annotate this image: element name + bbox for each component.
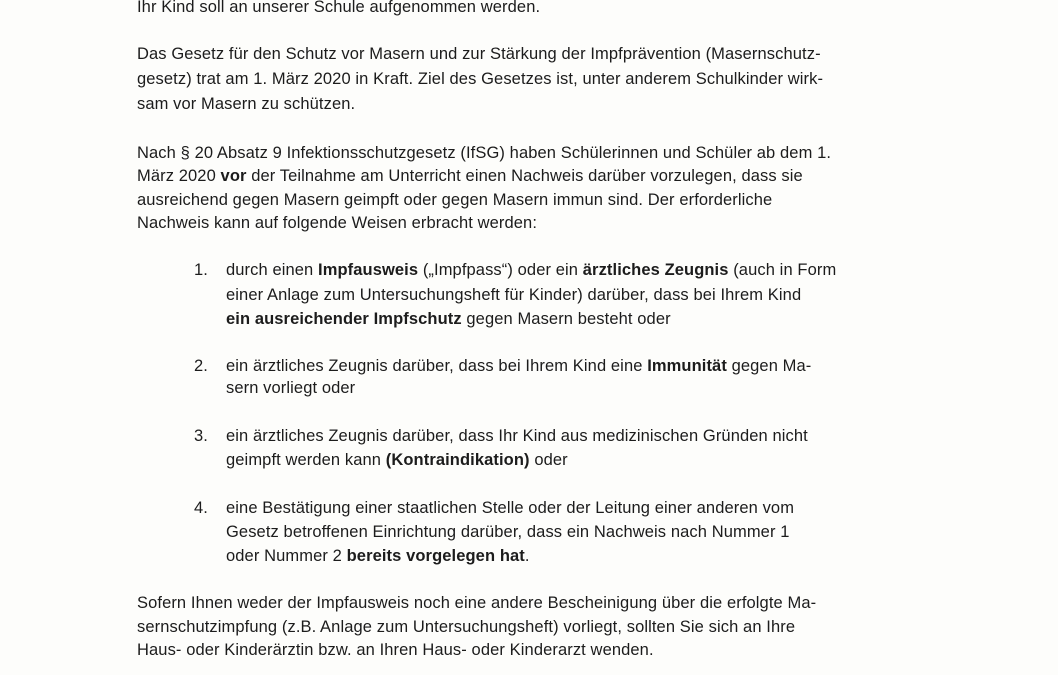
item-line: sern vorliegt oder <box>226 379 356 397</box>
item-number: 1. <box>194 261 208 279</box>
item-number: 4. <box>194 499 208 517</box>
item-number: 3. <box>194 427 208 445</box>
item-line: ein ärztliches Zeugnis darüber, dass Ihr Kind aus medizinischen Gründen nicht <box>226 427 808 445</box>
para2-line-3: ausreichend gegen Masern geimpft oder gegen Masern immun sind. Der erforderliche <box>137 191 773 209</box>
item-line: durch einen Impfausweis („Impfpass“) oder ein ärztliches Zeugnis (auch in Form <box>226 261 837 279</box>
item-line: geimpft werden kann (Kontraindikation) oder <box>226 451 568 469</box>
item-line: einer Anlage zum Untersuchungsheft für Kinder) darüber, dass bei Ihrem Kind <box>226 286 802 304</box>
item-line: Gesetz betroffenen Einrichtung darüber, dass ein Nachweis nach Nummer 1 <box>226 523 790 541</box>
item-line: ein ausreichender Impfschutz gegen Masern besteht oder <box>226 310 671 328</box>
para2-line-2: März 2020 vor der Teilnahme am Unterricht einen Nachweis darüber vorzulegen, dass sie <box>137 167 803 185</box>
intro-text: Ihr Kind soll an unserer Schule aufgenommen werden. <box>137 0 541 16</box>
para2-line-1: Nach § 20 Absatz 9 Infektionsschutzgesetz (IfSG) haben Schülerinnen und Schüler ab dem 1. <box>137 144 832 162</box>
para3-line-3: Haus- oder Kinderärztin bzw. an Ihren Haus- oder Kinderarzt wenden. <box>137 641 654 659</box>
item-line: ein ärztliches Zeugnis darüber, dass bei Ihrem Kind eine Immunität gegen Ma- <box>226 357 812 375</box>
para1-line-1: Das Gesetz für den Schutz vor Masern und zur Stärkung der Impfprävention (Masernschutz- <box>137 45 821 63</box>
item-number: 2. <box>194 357 208 375</box>
item-line: oder Nummer 2 bereits vorgelegen hat. <box>226 547 530 565</box>
para3-line-1: Sofern Ihnen weder der Impfausweis noch eine andere Bescheinigung über die erfolgte Ma- <box>137 594 817 612</box>
para1-line-3: sam vor Masern zu schützen. <box>137 95 356 113</box>
para2-line-4: Nachweis kann auf folgende Weisen erbracht werden: <box>137 214 538 232</box>
para1-line-2: gesetz) trat am 1. März 2020 in Kraft. Ziel des Gesetzes ist, unter anderem Schulkinder wirk- <box>137 70 824 88</box>
item-line: eine Bestätigung einer staatlichen Stelle oder der Leitung einer anderen vom <box>226 499 795 517</box>
para3-line-2: sernschutzimpfung (z.B. Anlage zum Untersuchungsheft) vorliegt, sollten Sie sich an Ihre <box>137 618 796 636</box>
